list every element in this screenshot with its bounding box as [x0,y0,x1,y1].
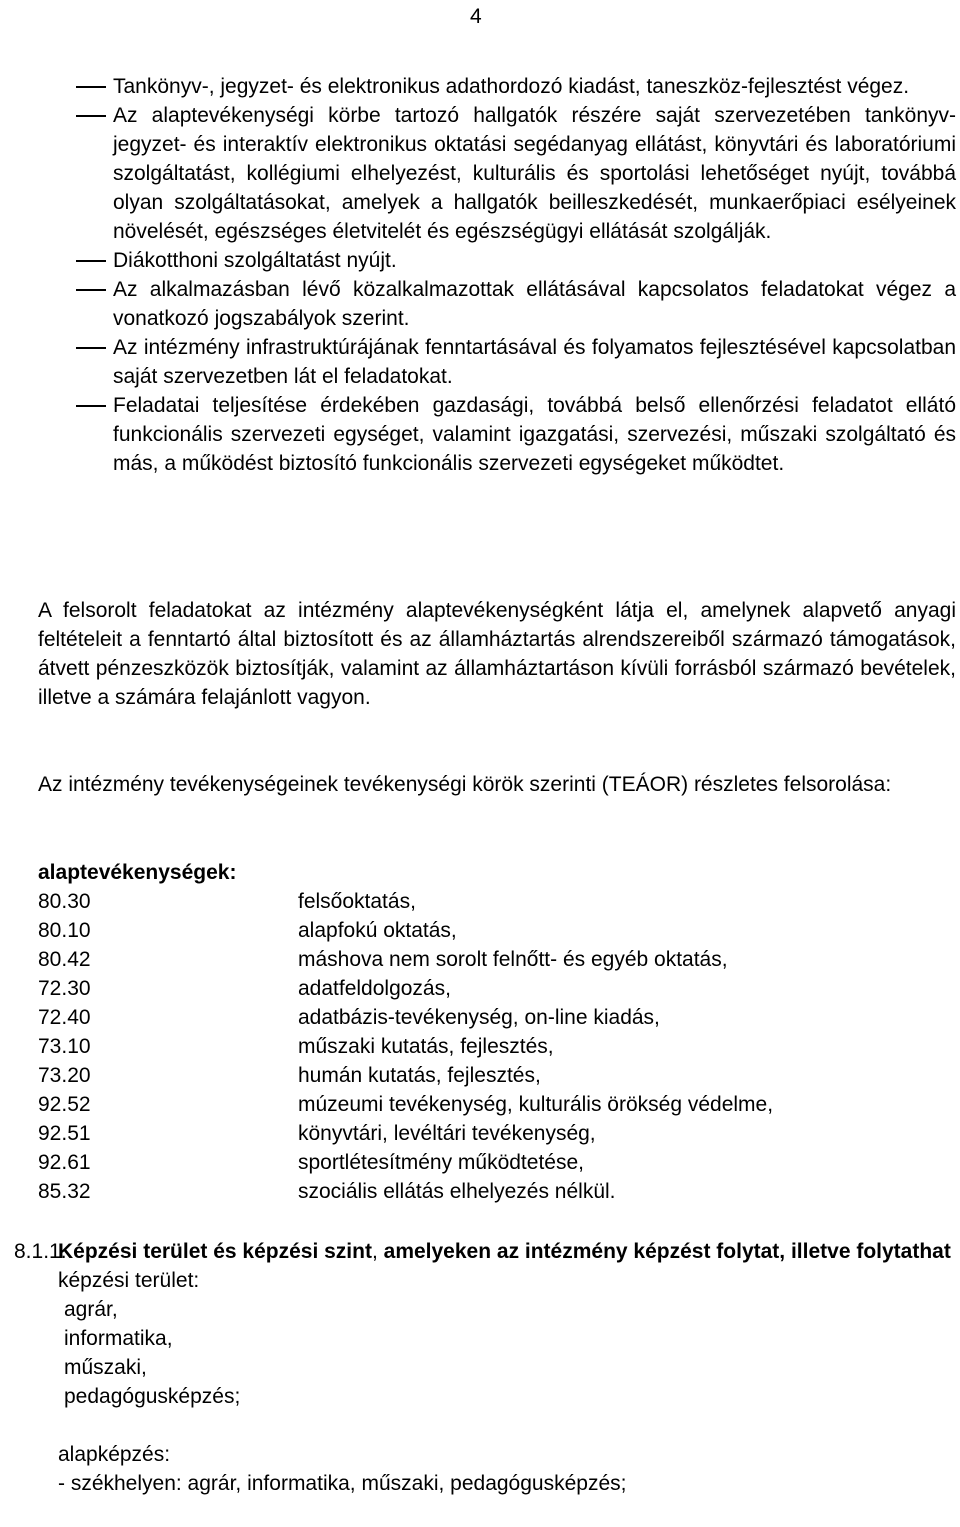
section-8-1-1 [14,1237,958,1498]
activity-code: 80.10 [38,919,91,942]
page-number: 4 [470,5,482,28]
activity-label: szociális ellátás elhelyezés nélkül. [298,1180,616,1203]
list-item: agrár, [64,1298,118,1321]
table-row [38,1119,773,1148]
list-item [72,246,956,275]
task-list [72,72,956,478]
activity-code-table [38,887,773,1206]
funding-paragraph: A felsorolt feladatokat az intézmény alaptevékenységként látja el, amelynek alapvető anyagi feltételeit a fenntartó által biztosított és az államháztartás alrendszereiből származó támogatások, átvett pénzeszközök biztosítják, valamint az államháztartáson kívüli forrásból származó bevételek, illetve a számára felajánlott vagyon. [38,599,956,709]
table-row [38,945,773,974]
section-number: 8.1.1. [14,1240,67,1263]
activity-code: 85.32 [38,1180,91,1203]
section-title-separator: , [371,1240,384,1263]
dash-bullet [76,405,106,407]
activity-label: adatbázis-tevékenység, on-line kiadás, [298,1006,660,1029]
activity-code: 73.10 [38,1035,91,1058]
section-title-part2: amelyeken az intézmény képzést folytat, illetve folytathat [383,1240,951,1263]
section-title-part1: Képzési terület és képzési szint [58,1240,372,1263]
list-item-text: Feladatai teljesítése érdekében gazdasági, továbbá belső ellenőrzési feladatot ellátó funkcionális szervezeti egységet, valamint igazgatási, szervezési, műszaki szolgáltató és más, a működést biztosító funkcionális szervezeti egységeket működtet. [113,394,956,475]
list-item [72,101,956,246]
list-item [72,72,956,101]
list-item-text: Tankönyv-, jegyzet- és elektronikus adathordozó kiadást, taneszköz-fejlesztést végez. [113,75,910,98]
dash-bullet [76,347,106,349]
activity-label: máshova nem sorolt felnőtt- és egyéb oktatás, [298,948,728,971]
activity-code: 72.40 [38,1006,91,1029]
dash-bullet [76,260,106,262]
activity-label: múzeumi tevékenység, kulturális örökség védelme, [298,1093,774,1116]
list-item-text: Az alaptevékenységi körbe tartozó hallgatók részére saját szervezetében tankönyv- jegyzet- és interaktív elektronikus oktatási segédanyag ellátást, könyvtári és laboratóriumi szolgáltatást, kollégiumi elhelyezést, kulturális és sportolási lehetőséget nyújt, továbbá olyan szolgáltatásokat, amelyek a hallgatók beilleszkedését, munkaerőpiaci esélyeinek növelését, egészséges életvitelét és egészségügyi ellátását szolgálják. [113,104,956,243]
activity-code: 92.52 [38,1093,91,1116]
list-item: műszaki, [64,1356,147,1379]
activity-label: könyvtári, levéltári tevékenység, [298,1122,596,1145]
dash-bullet [76,115,106,117]
list-item-text: Diákotthoni szolgáltatást nyújt. [113,249,397,272]
teaor-intro-paragraph: Az intézmény tevékenységeinek tevékenységi körök szerinti (TEÁOR) részletes felsorolása: [38,773,892,796]
activity-code: 92.51 [38,1122,91,1145]
list-item [72,275,956,333]
basic-training-label: alapképzés: [58,1443,171,1466]
table-row [38,1148,773,1177]
training-area-label: képzési terület: [58,1269,200,1292]
table-row [38,887,773,916]
table-row [38,1061,773,1090]
spacer [14,1411,958,1440]
activity-label: humán kutatás, fejlesztés, [298,1064,541,1087]
activity-code: 80.42 [38,948,91,971]
activity-label: felsőoktatás, [298,890,416,913]
activity-label: műszaki kutatás, fejlesztés, [298,1035,554,1058]
activity-code: 72.30 [38,977,91,1000]
basic-training-line: - székhelyen: agrár, informatika, műszaki, pedagógusképzés; [58,1472,627,1495]
activity-label: adatfeldolgozás, [298,977,451,1000]
table-row [38,1090,773,1119]
list-item [72,333,956,391]
list-item-text: Az alkalmazásban lévő közalkalmazottak ellátásával kapcsolatos feladatokat végez a vonatkozó jogszabályok szerint. [113,278,956,330]
activity-code: 80.30 [38,890,91,913]
activities-heading: alaptevékenységek: [38,861,237,884]
list-item [72,391,956,478]
activity-label: sportlétesítmény működtetése, [298,1151,584,1174]
list-item-text: Az intézmény infrastruktúrájának fenntartásával és folyamatos fejlesztésével kapcsolatban saját szervezetben lát el feladatokat. [113,336,956,388]
activity-code: 73.20 [38,1064,91,1087]
table-row [38,916,773,945]
list-item: pedagógusképzés; [64,1385,241,1408]
table-row [38,1177,773,1206]
table-row [38,974,773,1003]
dash-bullet [76,86,106,88]
dash-bullet [76,289,106,291]
section-heading [14,1237,958,1266]
table-row [38,1032,773,1061]
activity-code: 92.61 [38,1151,91,1174]
list-item: informatika, [64,1327,173,1350]
activity-label: alapfokú oktatás, [298,919,457,942]
table-row [38,1003,773,1032]
